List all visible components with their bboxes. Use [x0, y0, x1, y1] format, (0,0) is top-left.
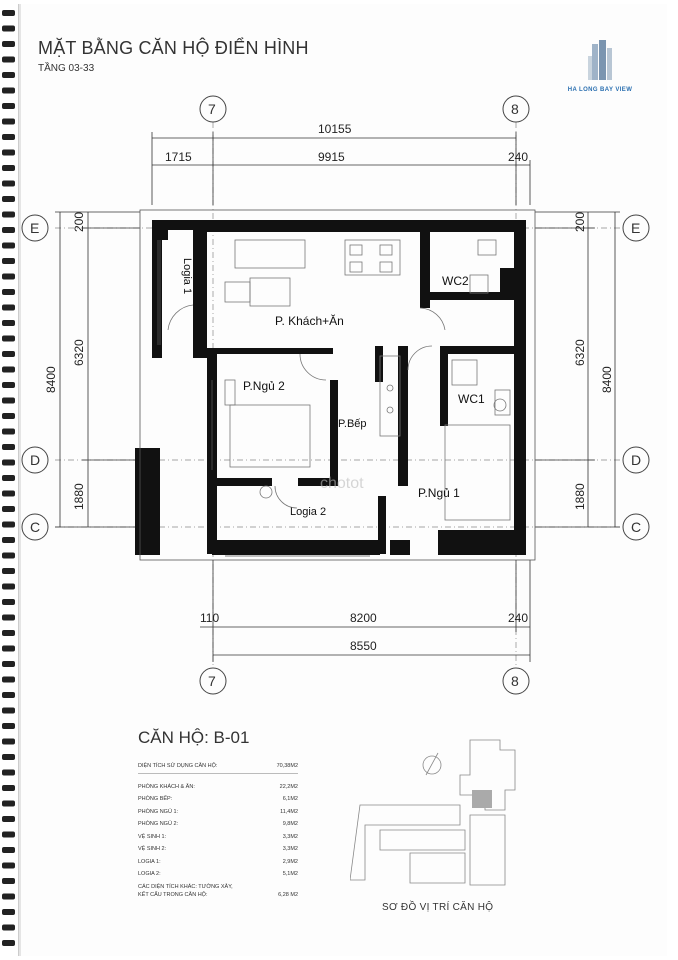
grid-bubble-7-bottom	[200, 668, 226, 694]
area-row	[138, 806, 298, 819]
room-label-wc1: WC1	[458, 392, 485, 406]
dim-right-total: 8400	[600, 366, 614, 393]
floor-range: TẦNG 03-33	[38, 63, 95, 74]
area-row	[138, 793, 298, 806]
room-label-bedroom2: P.Ngủ 2	[243, 379, 285, 393]
binding-ring	[2, 832, 15, 838]
area-table	[138, 760, 298, 899]
other-area-value: 6,28 M2	[278, 891, 298, 898]
dim-top-right: 240	[508, 150, 529, 164]
room-label-bedroom1: P.Ngủ 1	[418, 486, 460, 500]
area-row	[138, 868, 298, 881]
grid-bubble-8-top	[503, 96, 529, 122]
binding-ring	[2, 878, 15, 884]
room-label-logia2: Logia 2	[290, 506, 327, 518]
area-label: PHÒNG NGỦ 2:	[138, 821, 179, 827]
area-row	[138, 831, 298, 844]
grid-bubble-E-left	[22, 215, 48, 241]
area-label: VỆ SINH 1:	[138, 833, 167, 840]
area-value: 11,4M2	[280, 808, 298, 815]
compass-icon	[423, 756, 441, 774]
binding-ring	[2, 785, 15, 791]
dim-left-total: 8400	[44, 366, 58, 393]
binding-ring	[2, 723, 15, 729]
dim-top-left: 1715	[165, 150, 192, 164]
dim-bottom-mid: 8200	[350, 611, 377, 625]
dim-top-mid: 9915	[318, 150, 345, 164]
binding-ring	[2, 801, 15, 807]
area-row	[138, 781, 298, 794]
binding-ring	[2, 847, 15, 853]
area-value: 3,3M2	[282, 833, 298, 840]
watermark: chotot	[320, 475, 364, 492]
room-label-logia1: Logia 1	[181, 258, 193, 295]
binding-ring	[2, 754, 15, 760]
grid-bubble-7-top	[200, 96, 226, 122]
svg-text:E: E	[30, 220, 40, 236]
binding-ring	[2, 940, 15, 946]
logo-text: HA LONG BAY VIEW	[567, 87, 633, 93]
grid-bubble-8-bottom	[503, 668, 529, 694]
area-label: PHÒNG KHÁCH & ĂN:	[138, 783, 195, 790]
binding-ring	[2, 739, 15, 745]
room-label-wc2: WC2	[442, 274, 469, 288]
site-plan-diagram	[350, 735, 540, 895]
dim-bottom-right: 240	[508, 611, 529, 625]
area-label: VỆ SINH 2:	[138, 846, 167, 852]
dim-top-total: 10155	[318, 122, 352, 136]
svg-text:7: 7	[208, 673, 216, 689]
dim-bottom-left: 110	[200, 611, 220, 625]
dim-right-bottom: 1880	[573, 483, 587, 510]
grid-bubble-D-left	[22, 447, 48, 473]
area-label: PHÒNG BẾP:	[138, 796, 173, 802]
other-area-row	[138, 883, 298, 899]
other-area-label-2: KẾT CẤU TRONG CĂN HỘ:	[138, 891, 208, 898]
dim-right-mid: 6320	[573, 339, 587, 366]
area-value: 2,9M2	[282, 858, 298, 865]
binding-ring	[2, 816, 15, 822]
room-label-living: P. Khách+Ăn	[275, 314, 344, 328]
binding-ring	[2, 894, 15, 900]
svg-text:8: 8	[511, 673, 519, 689]
area-value: 22,2M2	[279, 783, 298, 790]
grid-bubble-D-right	[623, 447, 649, 473]
svg-text:C: C	[30, 519, 41, 535]
grid-bubble-C-left	[22, 514, 48, 540]
usable-area-value: 70,38M2	[276, 763, 298, 769]
area-value: 6,1M2	[282, 796, 298, 802]
left-dimension-lines	[55, 212, 140, 527]
svg-text:E: E	[631, 220, 641, 236]
svg-text:C: C	[631, 519, 642, 535]
apartment-location-marker	[472, 790, 492, 808]
dim-bottom-total: 8550	[350, 639, 377, 653]
dim-left-mid: 6320	[72, 339, 86, 366]
usable-area-label: DIỆN TÍCH SỬ DỤNG CĂN HỘ:	[138, 763, 218, 769]
page-title: MẶT BẰNG CĂN HỘ ĐIỂN HÌNH	[38, 38, 309, 58]
apartment-code: CĂN HỘ: B-01	[138, 728, 250, 747]
svg-text:D: D	[631, 452, 642, 468]
area-value: 9,8M2	[282, 821, 298, 827]
grid-bubble-C-right	[623, 514, 649, 540]
area-row	[138, 856, 298, 869]
grid-bubble-E-right	[623, 215, 649, 241]
svg-text:8: 8	[511, 101, 519, 117]
binding-ring	[2, 863, 15, 869]
area-value: 5,1M2	[282, 871, 298, 877]
dim-left-bottom: 1880	[72, 483, 86, 510]
top-dimension-lines	[152, 132, 530, 205]
area-label: LOGIA 1:	[138, 858, 161, 865]
area-row	[138, 818, 298, 831]
area-row	[138, 843, 298, 856]
svg-text:7: 7	[208, 101, 216, 117]
site-plan-label: SƠ ĐỒ VỊ TRÍ CĂN HỘ	[382, 902, 494, 913]
svg-text:D: D	[30, 452, 41, 468]
other-area-label-1: CÁC DIỆN TÍCH KHÁC: TƯỜNG XÂY,	[138, 883, 233, 890]
binding-ring	[2, 770, 15, 776]
binding-ring	[2, 909, 15, 915]
area-label: PHÒNG NGỦ 1:	[138, 808, 179, 815]
area-label: LOGIA 2:	[138, 871, 161, 877]
dim-left-top: 200	[72, 211, 86, 232]
binding-ring	[2, 925, 15, 931]
room-label-kitchen: P.Bếp	[338, 418, 367, 430]
usable-area-row	[138, 760, 298, 774]
area-value: 3,3M2	[282, 846, 298, 852]
dim-right-top: 200	[573, 211, 587, 232]
